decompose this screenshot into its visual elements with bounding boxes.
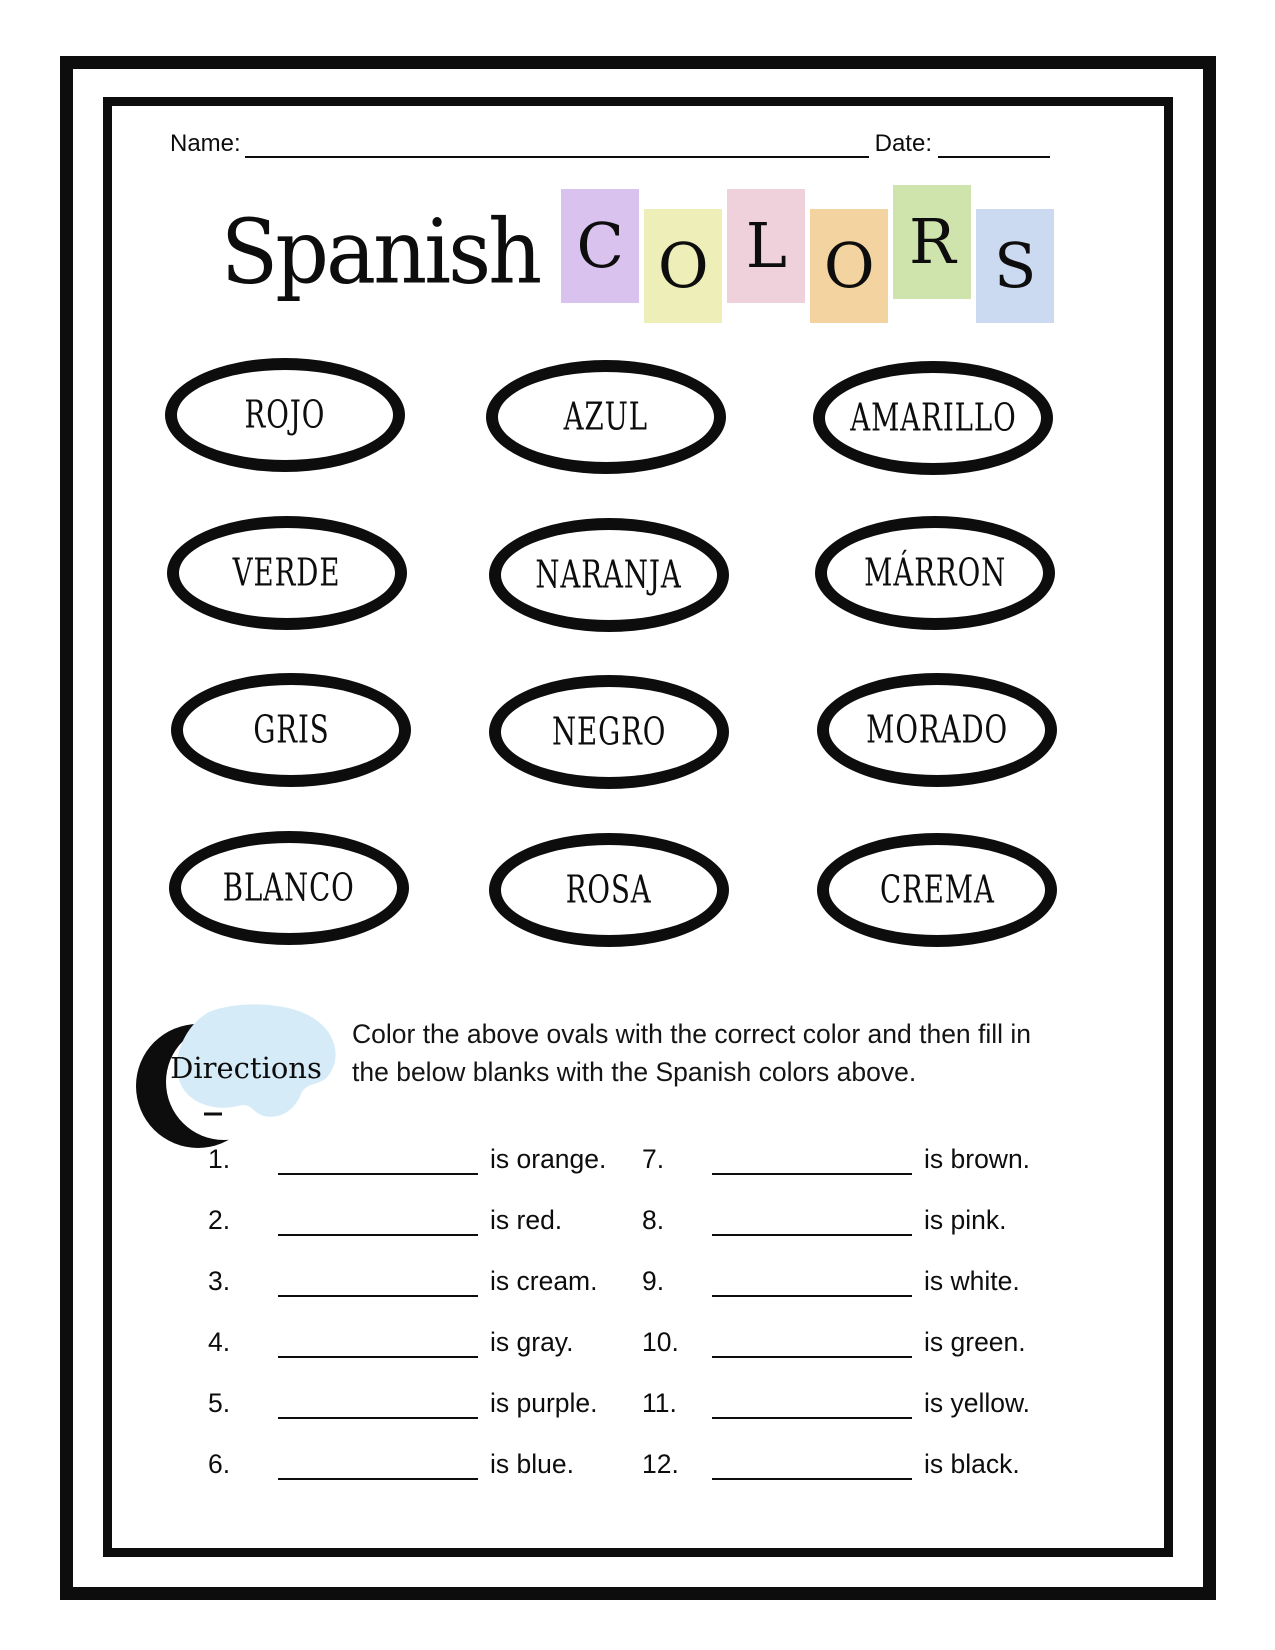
oval-label: MORADO — [866, 707, 1008, 753]
question-row — [208, 1114, 606, 1175]
question-number: 5. — [208, 1388, 231, 1418]
date-label: Date: — [874, 130, 932, 157]
title-letter-block: L — [727, 189, 805, 303]
question-row — [208, 1358, 606, 1419]
answer-blank-12[interactable] — [712, 1444, 912, 1480]
question-row — [642, 1175, 1030, 1236]
title-word-colors — [561, 186, 1054, 326]
color-oval-naranja[interactable] — [489, 518, 729, 632]
oval-label: AMARILLO — [849, 395, 1017, 441]
question-row — [642, 1419, 1030, 1480]
oval-label: GRIS — [252, 707, 330, 753]
question-row — [642, 1297, 1030, 1358]
answer-blank-1[interactable] — [278, 1139, 478, 1175]
name-label: Name: — [170, 130, 241, 157]
title-letter-block: S — [976, 209, 1054, 323]
directions-label: Directions — [170, 1051, 322, 1085]
question-row — [208, 1419, 606, 1480]
color-oval-negro[interactable] — [489, 675, 729, 789]
question-number: 11. — [642, 1388, 677, 1418]
oval-label: AZUL — [563, 394, 649, 440]
question-text: is brown. — [924, 1144, 1031, 1174]
question-row — [208, 1297, 606, 1358]
answer-blank-9[interactable] — [712, 1261, 912, 1297]
question-text: is yellow. — [924, 1388, 1031, 1418]
question-number: 1. — [208, 1144, 231, 1174]
color-oval-gris[interactable] — [171, 673, 411, 787]
question-number: 8. — [642, 1205, 665, 1235]
oval-label: NARANJA — [535, 552, 683, 598]
directions-text: Color the above ovals with the correct color and then fill in the below blanks with the Spanish colors above. — [352, 1019, 1032, 1087]
question-number: 9. — [642, 1266, 665, 1296]
name-blank-field[interactable] — [245, 130, 869, 158]
title-word-spanish: Spanish — [220, 199, 540, 304]
color-oval-blanco[interactable] — [169, 831, 409, 945]
color-oval-verde[interactable] — [167, 516, 407, 630]
date-blank-field[interactable] — [938, 130, 1050, 158]
question-text: is blue. — [490, 1449, 574, 1479]
question-number: 10. — [642, 1327, 679, 1357]
answer-blank-6[interactable] — [278, 1444, 478, 1480]
page-title — [0, 186, 1275, 326]
oval-label: ROSA — [566, 867, 652, 913]
answer-blank-8[interactable] — [712, 1200, 912, 1236]
color-oval-morado[interactable] — [817, 673, 1057, 787]
title-letter-block: O — [810, 209, 888, 323]
question-row — [208, 1236, 606, 1297]
title-letter-block: R — [893, 185, 971, 299]
answer-blank-7[interactable] — [712, 1139, 912, 1175]
oval-label: NEGRO — [551, 709, 667, 755]
question-number: 4. — [208, 1327, 231, 1357]
question-number: 2. — [208, 1205, 231, 1235]
title-letter-block: O — [644, 209, 722, 323]
question-text: is cream. — [490, 1266, 598, 1296]
questions-column-left — [208, 1114, 606, 1480]
question-number: 7. — [642, 1144, 665, 1174]
oval-label: VERDE — [233, 550, 341, 596]
oval-label: CREMA — [879, 867, 995, 913]
question-text: is pink. — [924, 1205, 1007, 1235]
question-row — [208, 1175, 606, 1236]
questions-column-right — [642, 1114, 1030, 1480]
answer-blank-4[interactable] — [278, 1322, 478, 1358]
question-text: is gray. — [490, 1327, 574, 1357]
oval-label: ROJO — [244, 392, 326, 438]
question-row — [642, 1236, 1030, 1297]
answer-blank-5[interactable] — [278, 1383, 478, 1419]
title-letter-block: C — [561, 189, 639, 303]
color-oval-azul[interactable] — [486, 360, 726, 474]
question-number: 3. — [208, 1266, 231, 1296]
question-text: is red. — [490, 1205, 563, 1235]
question-text: is white. — [924, 1266, 1020, 1296]
color-oval-amarillo[interactable] — [813, 361, 1053, 475]
question-text: is green. — [924, 1327, 1026, 1357]
answer-blank-2[interactable] — [278, 1200, 478, 1236]
question-number: 12. — [642, 1449, 679, 1479]
question-number: 6. — [208, 1449, 231, 1479]
color-oval-crema[interactable] — [817, 833, 1057, 947]
question-text: is orange. — [490, 1144, 607, 1174]
question-text: is purple. — [490, 1388, 598, 1418]
color-oval-rojo[interactable] — [165, 358, 405, 472]
answer-blank-10[interactable] — [712, 1322, 912, 1358]
color-oval-marron[interactable] — [815, 516, 1055, 630]
question-row — [642, 1358, 1030, 1419]
color-oval-rosa[interactable] — [489, 833, 729, 947]
oval-label: MÁRRON — [863, 550, 1007, 596]
question-text: is black. — [924, 1449, 1020, 1479]
answer-blank-3[interactable] — [278, 1261, 478, 1297]
question-row — [642, 1114, 1030, 1175]
oval-label: BLANCO — [223, 865, 355, 911]
name-date-row — [170, 130, 1050, 158]
answer-blank-11[interactable] — [712, 1383, 912, 1419]
